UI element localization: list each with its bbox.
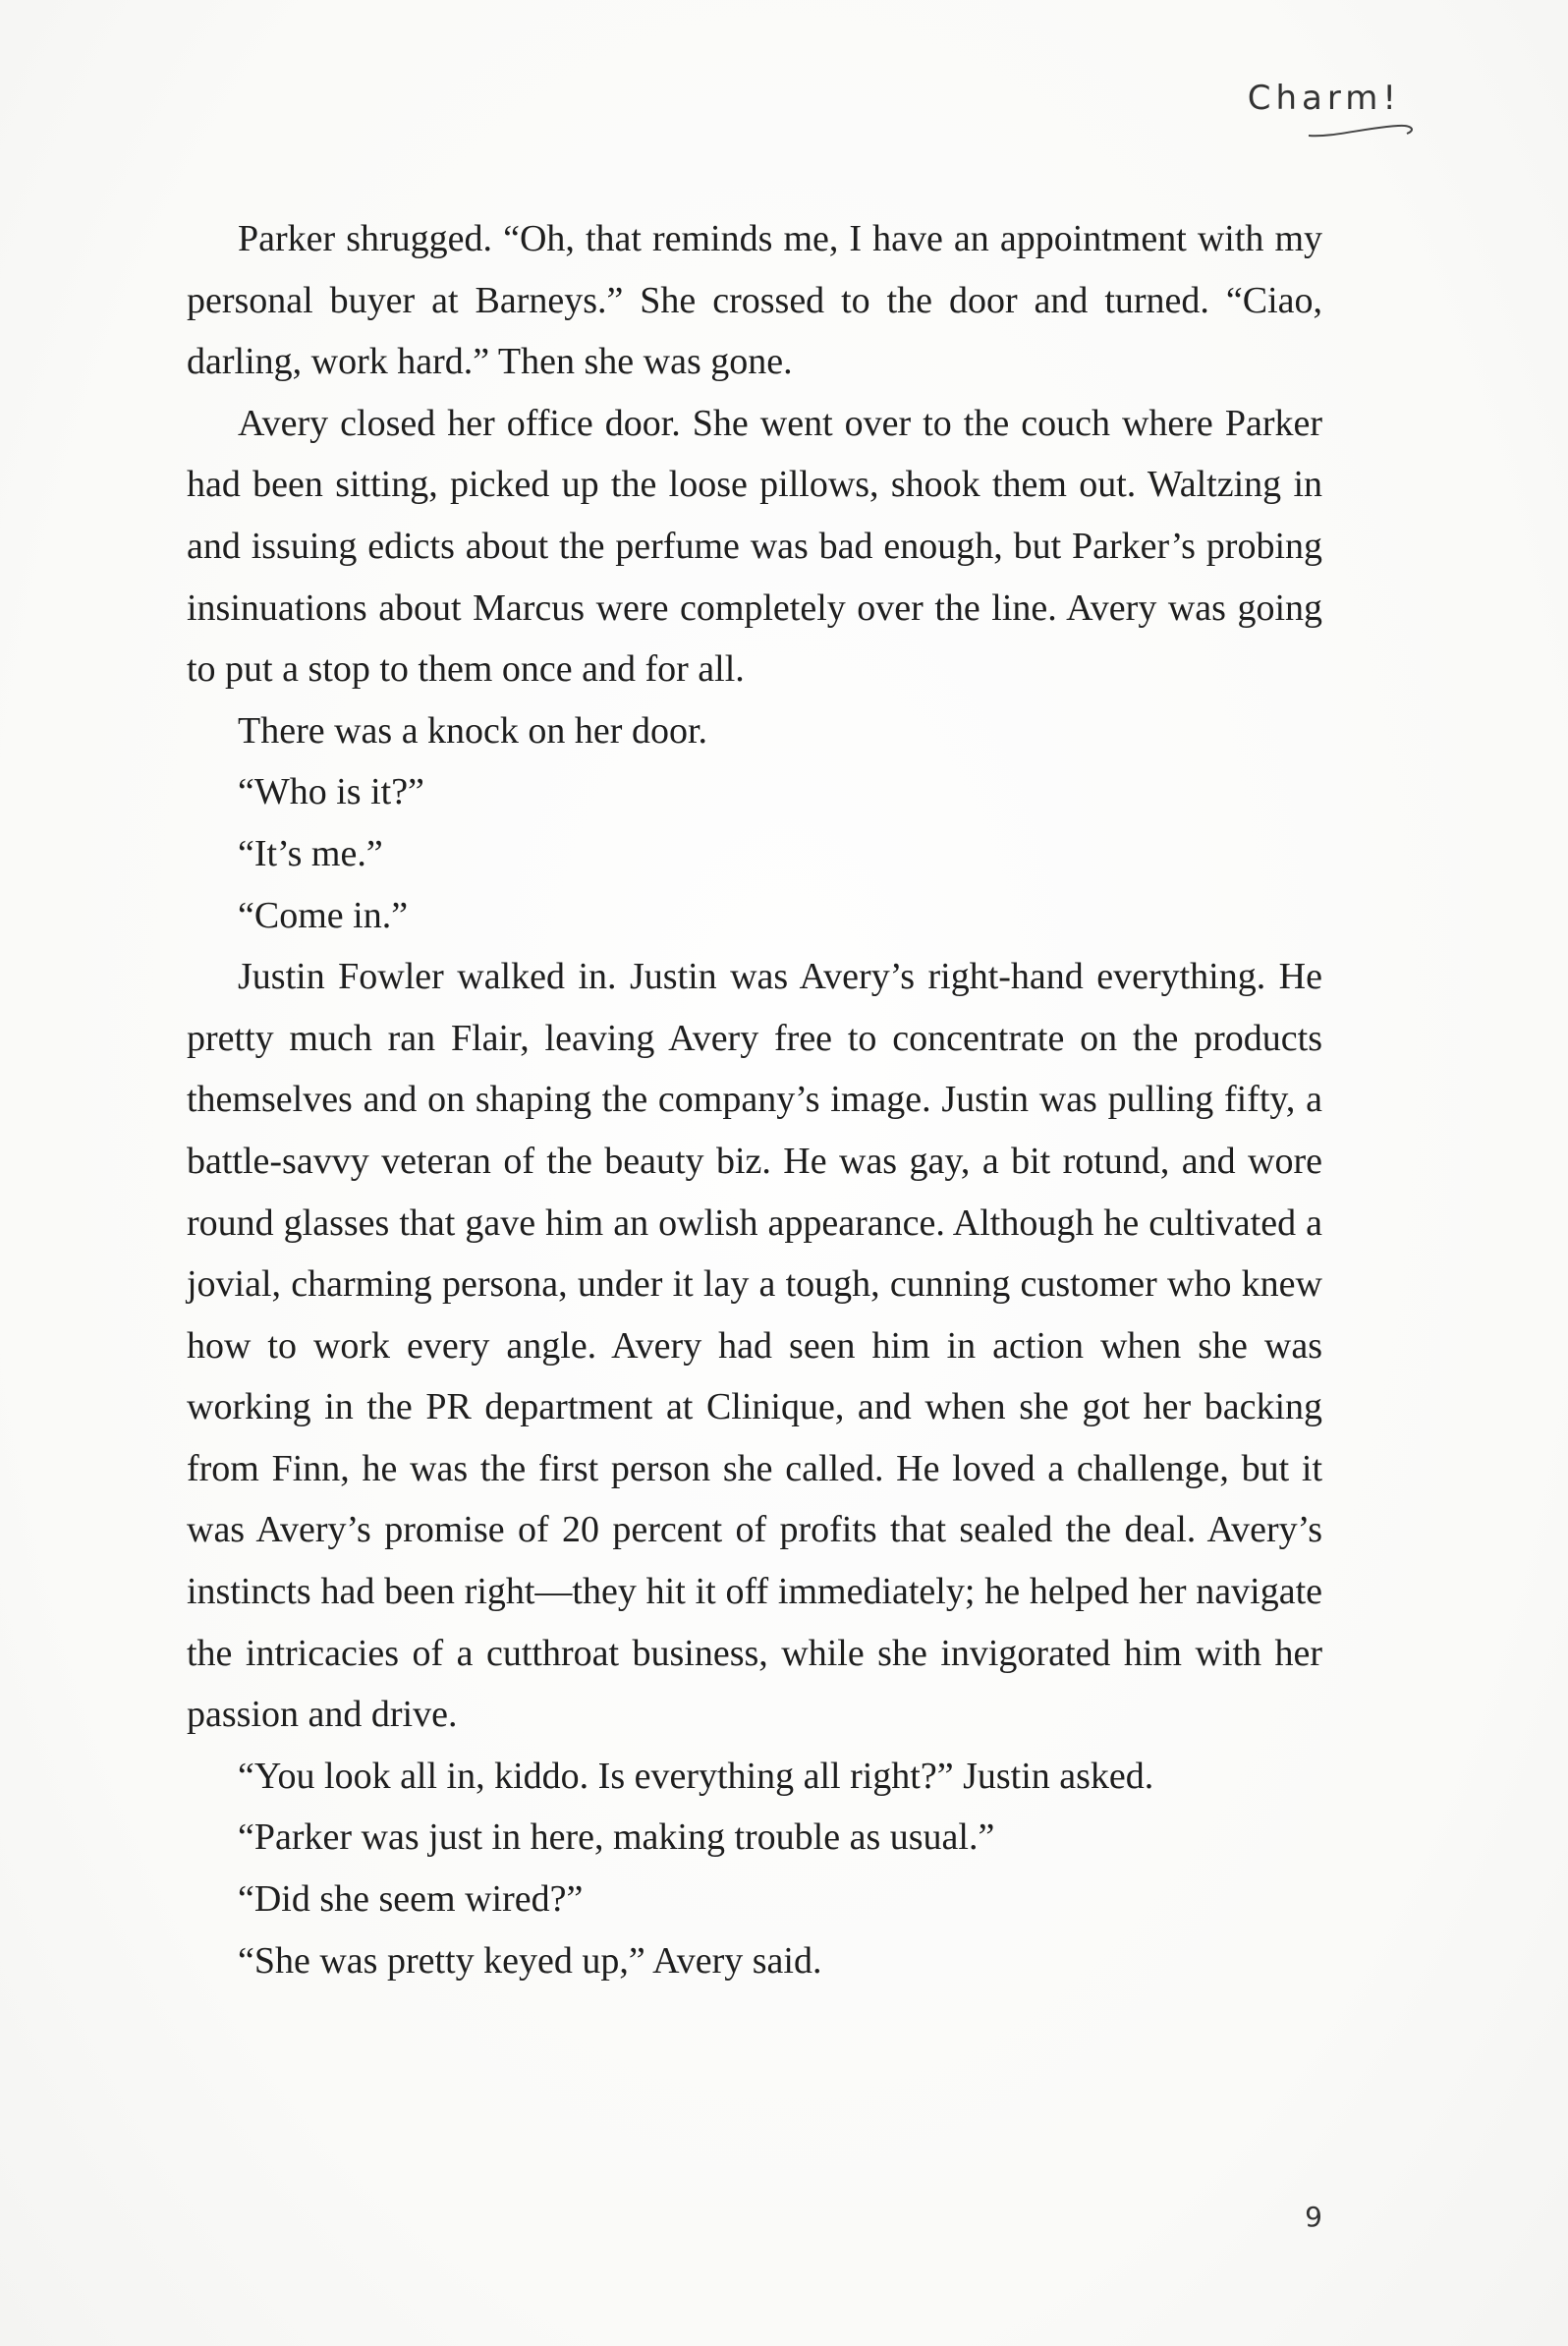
title-swash-ornament	[1305, 106, 1423, 145]
paragraph: “She was pretty keyed up,” Avery said.	[238, 1939, 822, 1982]
paragraph: Avery closed her office door. She went over to the couch where Parker had been sitting, picked up the loose pillows, shook them out. Waltzing in and issuing edicts about the perfume was bad enough, but Parker’s probing insinuations about Marcus were completely over the line. Avery was going to put a stop to them once and for all.	[187, 402, 1322, 691]
paragraph: Justin Fowler walked in. Justin was Avery’s right-hand everything. He pretty much ran Flair, leaving Avery free to concentrate on the products themselves and on shaping the company’s image. Justin was pulling fifty, a battle-savvy veteran of the beauty biz. He was gay, a bit rotund, and wore round glasses that gave him an owlish appearance. Although he cultivated a jovial, charming persona, under it lay a tough, cunning customer who knew how to work every angle. Avery had seen him in action when she was working in the PR department at Clinique, and when she got her backing from Finn, he was the first person she called. He loved a challenge, but it was Avery’s promise of 20 percent of profits that sealed the deal. Avery’s instincts had been right—they hit it off immediately; he helped her navigate the intricacies of a cutthroat business, while she invigorated him with her passion and drive.	[187, 956, 1322, 1736]
running-head-title: Charm!	[1247, 79, 1401, 118]
paragraph: Parker shrugged. “Oh, that reminds me, I have an appointment with my personal buyer at Barneys.” She crossed to the door and turned. “Ciao, darling, work hard.” Then she was gone.	[187, 218, 1322, 383]
page-number: 9	[1305, 2201, 1322, 2233]
paragraph: “Parker was just in here, making trouble as usual.”	[238, 1816, 995, 1859]
paragraph: “Come in.”	[238, 894, 409, 936]
paragraph: There was a knock on her door.	[238, 709, 708, 752]
paragraph: “Did she seem wired?”	[238, 1878, 584, 1921]
paragraph: “It’s me.”	[238, 832, 383, 874]
paragraph: “You look all in, kiddo. Is everything all right?” Justin asked.	[238, 1755, 1154, 1797]
body-text	[187, 208, 1322, 1991]
paragraph: “Who is it?”	[238, 771, 424, 813]
